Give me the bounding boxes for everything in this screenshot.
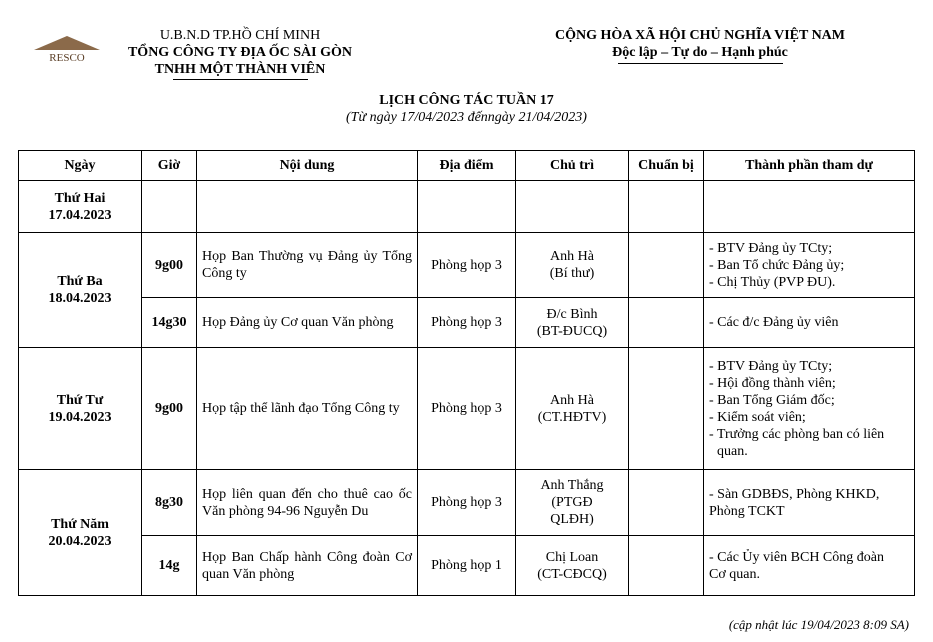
divider xyxy=(618,63,783,64)
time-cell: 9g00 xyxy=(142,233,197,298)
location-cell: Phòng họp 3 xyxy=(418,233,516,298)
company-name: TỔNG CÔNG TY ĐỊA ỐC SÀI GÒN xyxy=(127,45,353,60)
day-cell: Thứ Tư 19.04.2023 xyxy=(19,348,142,470)
city-committee: U.B.N.D TP.HỒ CHÍ MINH xyxy=(159,28,321,43)
motto: Độc lập – Tự do – Hạnh phúc xyxy=(612,45,788,60)
time-cell: 8g30 xyxy=(142,470,197,536)
day-cell: Thứ Hai 17.04.2023 xyxy=(19,181,142,233)
participants-cell: - Các Ủy viên BCH Công đoàn Cơ quan. xyxy=(704,536,915,596)
col-header: Giờ xyxy=(142,151,197,181)
participants-cell: - Sàn GDBĐS, Phòng KHKD, Phòng TCKT xyxy=(704,470,915,536)
prep-cell xyxy=(629,233,704,298)
host-cell: Anh Hà (Bí thư) xyxy=(516,233,629,298)
day-cell: Thứ Ba 18.04.2023 xyxy=(19,233,142,348)
content-cell: Họp Ban Thường vụ Đảng ủy Tổng Công ty xyxy=(197,233,418,298)
table-row xyxy=(19,536,915,596)
company-type: TNHH MỘT THÀNH VIÊN xyxy=(154,62,326,77)
logo-text: RESCO xyxy=(49,52,85,64)
table-row xyxy=(19,470,915,536)
divider xyxy=(173,79,308,80)
prep-cell xyxy=(629,536,704,596)
location-cell: Phòng họp 3 xyxy=(418,298,516,348)
col-header: Nội dung xyxy=(197,151,418,181)
table-row xyxy=(19,233,915,298)
prep-cell xyxy=(629,470,704,536)
content-cell: Họp liên quan đến cho thuê cao ốc Văn phòng 94-96 Nguyễn Du xyxy=(197,470,418,536)
content-cell: Họp Ban Chấp hành Công đoàn Cơ quan Văn phòng xyxy=(197,536,418,596)
col-header: Chuẩn bị xyxy=(629,151,704,181)
last-updated: (cập nhật lúc 19/04/2023 8:09 SA) xyxy=(728,617,909,632)
col-header: Ngày xyxy=(19,151,142,181)
country-name: CỘNG HÒA XÃ HỘI CHỦ NGHĨA VIỆT NAM xyxy=(554,28,845,43)
content-cell: Họp tập thể lãnh đạo Tổng Công ty xyxy=(197,348,418,470)
resco-logo xyxy=(32,34,102,64)
date-range: (Từ ngày 17/04/2023 đếnngày 21/04/2023) xyxy=(346,110,587,125)
host-cell: Chị Loan (CT-CĐCQ) xyxy=(516,536,629,596)
col-header: Thành phần tham dự xyxy=(704,151,915,181)
time-cell: 14g xyxy=(142,536,197,596)
location-cell: Phòng họp 1 xyxy=(418,536,516,596)
prep-cell xyxy=(629,298,704,348)
time-cell: 9g00 xyxy=(142,348,197,470)
page-title: LỊCH CÔNG TÁC TUẦN 17 xyxy=(379,93,554,108)
col-header: Địa điểm xyxy=(418,151,516,181)
participants-cell: - BTV Đảng ủy TCty; - Ban Tổ chức Đảng ủy; - Chị Thủy (PVP ĐU). xyxy=(704,233,915,298)
day-cell: Thứ Năm 20.04.2023 xyxy=(19,470,142,596)
table-row xyxy=(19,348,915,470)
table-header-row xyxy=(19,151,915,181)
host-cell: Anh Hà (CT.HĐTV) xyxy=(516,348,629,470)
participants-cell: - BTV Đảng ủy TCty; - Hội đồng thành viên; - Ban Tổng Giám đốc; - Kiểm soát viên; - Trưởng các phòng ban có liên quan. xyxy=(704,348,915,470)
col-header: Chủ trì xyxy=(516,151,629,181)
location-cell: Phòng họp 3 xyxy=(418,470,516,536)
org-header xyxy=(100,27,380,80)
content-cell: Họp Đảng ủy Cơ quan Văn phòng xyxy=(197,298,418,348)
participants-cell: - Các đ/c Đảng ủy viên xyxy=(704,298,915,348)
prep-cell xyxy=(629,348,704,470)
table-row xyxy=(19,298,915,348)
location-cell: Phòng họp 3 xyxy=(418,348,516,470)
national-header xyxy=(520,27,880,64)
host-cell: Đ/c Bình (BT-ĐUCQ) xyxy=(516,298,629,348)
time-cell: 14g30 xyxy=(142,298,197,348)
table-row xyxy=(19,181,915,233)
schedule-table xyxy=(18,150,915,596)
host-cell: Anh Thắng (PTGĐ QLĐH) xyxy=(516,470,629,536)
